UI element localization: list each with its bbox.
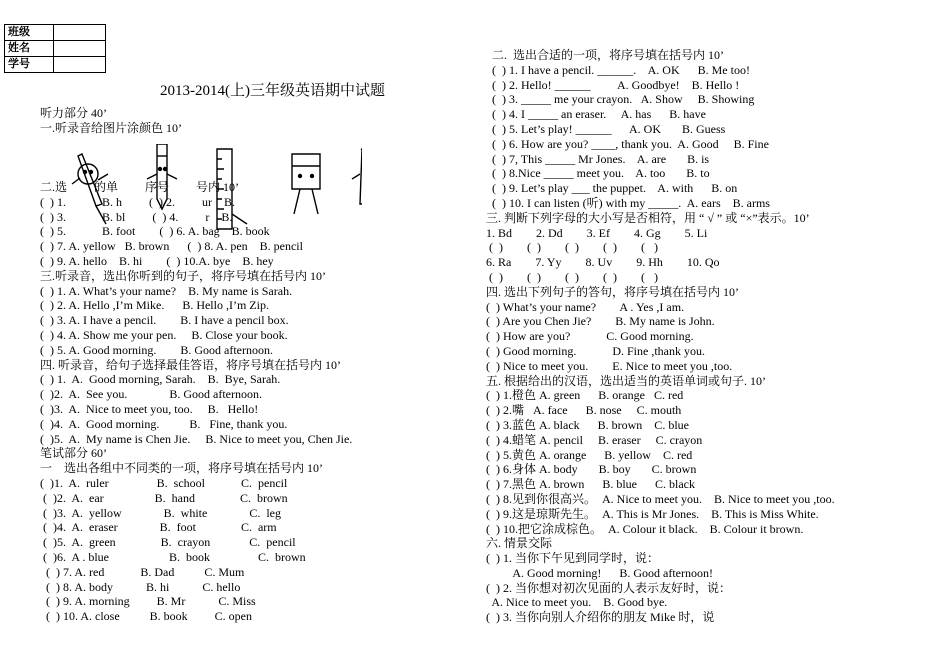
left-line: ( ) 9. A. morning B. Mr C. Miss <box>40 594 256 609</box>
left-line: ( ) 4. A. Show me your pen. B. Close your book. <box>40 327 288 342</box>
left-line: ( ) 3. B. bl ( ) 4. r B. <box>40 209 236 224</box>
exam-title: 2013-2014(上)三年级英语期中试题 <box>160 83 385 99</box>
right-line: ( ) ( ) ( ) ( ) ( ) <box>486 240 658 255</box>
left-line: ( ) 2. A. Hello ,I’m Mike. B. Hello ,I’m Zip. <box>40 298 269 313</box>
left-line: ( )5. A. green B. crayon C. pencil <box>40 535 296 550</box>
left-line: ( ) 7. A. yellow B. brown ( ) 8. A. pen B. pencil <box>40 239 303 254</box>
eraser-character-icon <box>292 154 320 214</box>
left-line: 四. 听录音，给句子选择最佳答语，将序号填在括号内 10’ <box>40 357 341 372</box>
left-line: ( ) 9. A. hello B. hi ( ) 10.A. bye B. hey <box>40 253 274 268</box>
left-line: ( ) 1. A. What’s your name? B. My name is Sarah. <box>40 283 293 298</box>
right-line: ( ) 1.橙色 A. green B. orange C. red <box>486 388 684 403</box>
left-line: ( )1. A. ruler B. school C. pencil <box>40 475 288 490</box>
ruler-character-icon <box>217 149 247 229</box>
right-line: 1. Bd 2. Dd 3. Ef 4. Gg 5. Li <box>486 225 708 240</box>
right-line: ( ) 4.蜡笔 A. pencil B. eraser C. crayon <box>486 432 703 447</box>
right-line: ( ) 2. 当你想对初次见面的人表示友好时，说： <box>486 580 731 595</box>
right-line: ( ) ( ) ( ) ( ) ( ) <box>486 269 658 284</box>
left-line: 笔试部分 60’ <box>40 446 107 461</box>
right-line: ( ) 7, This _____ Mr Jones. A. are B. is <box>486 151 710 166</box>
right-line: 六. 情景交际 <box>486 536 553 551</box>
left-line: ( ) 8. A. body B. hi C. hello <box>40 579 241 594</box>
left-line: ( ) 10. A. close B. book C. open <box>40 609 252 624</box>
right-line: ( ) 9.这是琼斯先生。 A. This is Mr Jones. B. This is Miss White. <box>486 506 819 521</box>
right-line: ( ) Good morning. D. Fine ,thank you. <box>486 343 705 358</box>
left-line: 三.听录音，选出你听到的句子，将序号填在括号内 10’ <box>40 268 326 283</box>
right-line: ( ) 6. How are you? ____, thank you. A. Good B. Fine <box>486 136 769 151</box>
right-line: 五. 根据给出的汉语，选出适当的英语单词或句子. 10’ <box>486 373 766 388</box>
right-line: ( ) 10. I can listen (听) with my _____. A. ears B. arms <box>486 195 770 210</box>
left-line: ( )2. A. ear B. hand C. brown <box>40 490 288 505</box>
name-label: 姓名 <box>5 41 54 57</box>
right-line: ( ) 2. Hello! ______ A. Goodbye! B. Hello ! <box>486 77 740 92</box>
left-line: 听力部分 40’ <box>40 106 107 120</box>
left-line: ( ) 1. A. Good morning, Sarah. B. Bye, Sarah. <box>40 372 281 387</box>
right-line: ( ) 3. 当你向别人介绍你的朋友 Mike 时，说 <box>486 610 715 625</box>
right-line: ( ) 5.黄色 A. orange B. yellow C. red <box>486 447 693 462</box>
crayon-character-icon <box>352 144 362 204</box>
left-line: 二.选 的单 序号 号内 10’ <box>40 179 239 194</box>
right-line: ( ) 5. Let’s play! ______ A. OK B. Guess <box>486 121 726 136</box>
right-line: ( ) 8.Nice _____ meet you. A. too B. to <box>486 166 710 181</box>
right-line: ( ) 4. I _____ an eraser. A. has B. have <box>486 107 706 122</box>
left-line: ( )2. A. See you. B. Good afternoon. <box>40 387 262 402</box>
left-line: ( )3. A. Nice to meet you, too. B. Hello! <box>40 401 259 416</box>
right-line: ( ) 1. 当你下午见到同学时，说： <box>486 551 659 566</box>
student-id-field[interactable] <box>54 57 106 73</box>
right-line: A. Nice to meet you. B. Good bye. <box>486 595 668 610</box>
right-line: ( ) 8.见到你很高兴。 A. Nice to meet you. B. Nice to meet you ,too. <box>486 491 835 506</box>
left-line: ( )3. A. yellow B. white C. leg <box>40 505 281 520</box>
right-line: 6. Ra 7. Yy 8. Uv 9. Hh 10. Qo <box>486 255 720 270</box>
name-field[interactable] <box>54 41 106 57</box>
left-line: ( )6. A . blue B. book C. brown <box>40 549 306 564</box>
right-line: 三. 判断下列字母的大小写是否相符，用 “ √ ” 或 “×”表示。10’ <box>486 210 810 225</box>
right-line: 二. 选出合适的一项，将序号填在括号内 10’ <box>486 48 724 62</box>
right-line: ( ) How are you? C. Good morning. <box>486 329 694 344</box>
right-line: ( ) 10.把它涂成棕色。 A. Colour it black. B. Colour it brown. <box>486 521 804 536</box>
stationery-illustration <box>62 144 362 234</box>
left-line: ( ) 7. A. red B. Dad C. Mum <box>40 564 245 579</box>
class-label: 班级 <box>5 25 54 41</box>
right-column <box>486 48 835 625</box>
pen-character-icon <box>72 154 108 224</box>
right-line: ( ) 6.身体 A. body B. boy C. brown <box>486 462 697 477</box>
right-line: ( ) 7.黑色 A. brown B. blue C. black <box>486 477 695 492</box>
left-line: ( ) 5. B. foot ( ) 6. A. bag B. book <box>40 224 270 239</box>
class-field[interactable] <box>54 25 106 41</box>
student-id-label: 学号 <box>5 57 54 73</box>
pencil-character-icon <box>147 144 177 209</box>
left-line: ( ) 3. A. I have a pencil. B. I have a pencil box. <box>40 313 289 328</box>
left-line: ( ) 1. B. h ( ) 2. ur B. <box>40 194 238 209</box>
right-line: ( ) 1. I have a pencil. ______. A. OK B. Me too! <box>486 62 750 77</box>
right-line: ( ) 2.嘴 A. face B. nose C. mouth <box>486 403 682 418</box>
right-line: ( ) 9. Let’s play ___ the puppet. A. with B. on <box>486 181 738 196</box>
right-line: A. Good morning! B. Good afternoon! <box>486 565 713 580</box>
right-line: ( ) Are you Chen Jie? B. My name is John. <box>486 314 715 329</box>
right-line: ( ) 3. _____ me your crayon. A. Show B. Showing <box>486 92 755 107</box>
left-line: ( )5. A. My name is Chen Jie. B. Nice to meet you, Chen Jie. <box>40 431 353 446</box>
right-line: 四. 选出下列句子的答句，将序号填在括号内 10’ <box>486 284 739 299</box>
left-line: 一 选出各组中不同类的一项，将序号填在括号内 10’ <box>40 461 323 476</box>
left-line: ( )4. A. Good morning. B. Fine, thank you. <box>40 416 288 431</box>
left-line: 一.听录音给图片涂颜色 10’ <box>40 120 182 135</box>
right-line: ( ) 3.蓝色 A. black B. brown C. blue <box>486 417 689 432</box>
left-line: ( )4. A. eraser B. foot C. arm <box>40 520 277 535</box>
right-line: ( ) Nice to meet you. E. Nice to meet you ,too. <box>486 358 733 373</box>
student-info-table <box>4 24 106 73</box>
right-line: ( ) What’s your name? A . Yes ,I am. <box>486 299 685 314</box>
left-line: ( ) 5. A. Good morning. B. Good afternoon. <box>40 342 273 357</box>
